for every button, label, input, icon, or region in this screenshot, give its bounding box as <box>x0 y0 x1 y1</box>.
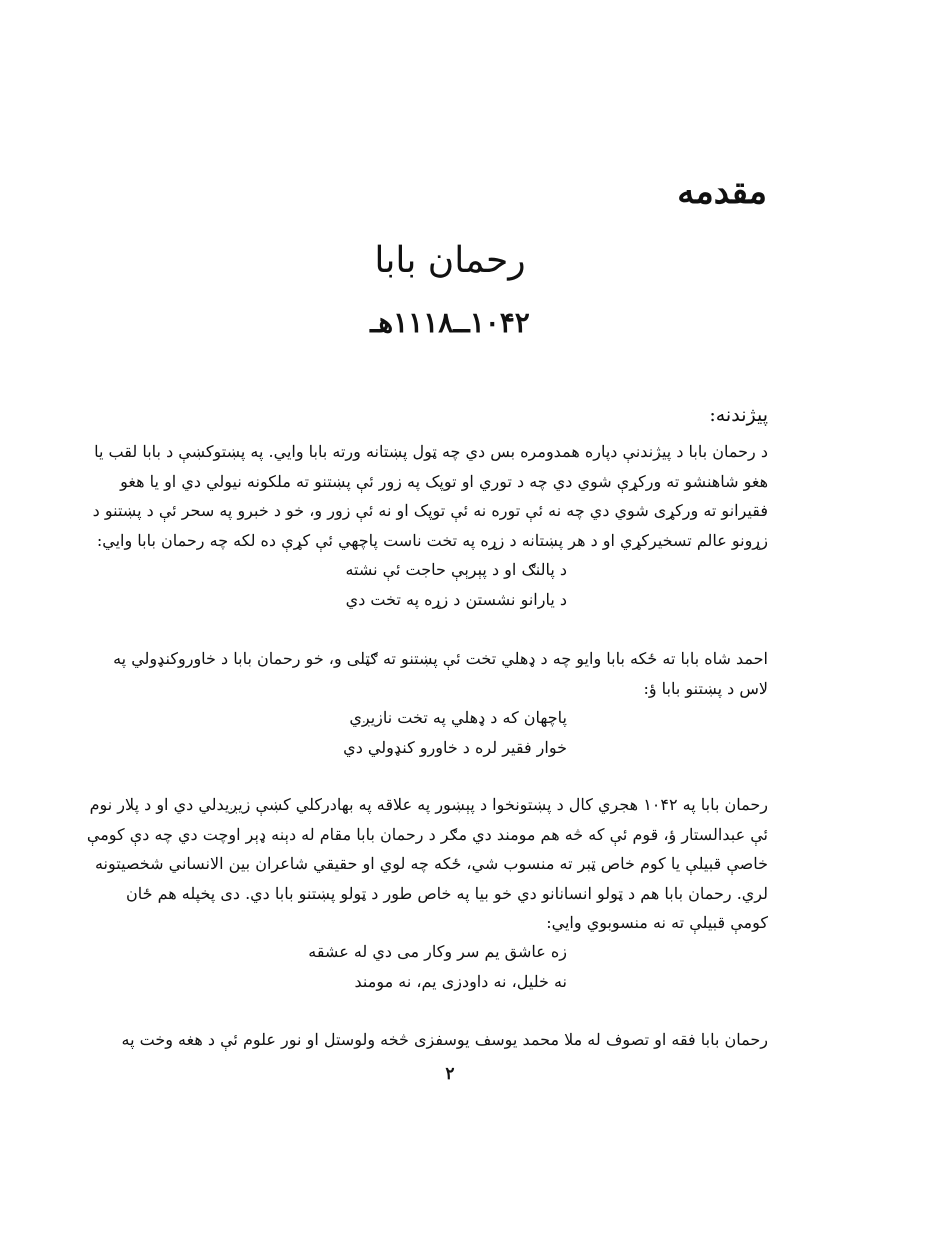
paragraph-line: لري. رحمان بابا هم د ټولو انسانانو دي خو بيا په خاص طور د ټولو پښتنو بابا دي. دی پخپله هم ځان <box>125 883 768 903</box>
paragraph-line: هغو شاهنشو ته ورکړې شوي دي چه د توري او توپک په زور ئې پښتنو ته ملکونه نيولي دي او يا هغو <box>120 471 768 491</box>
paragraph-line: د رحمان بابا د پیژندنې دپاره همدومره بس دي چه ټول پښتانه ورته بابا وايي. په پښتوکښې د بابا لقب يا <box>94 442 768 461</box>
paragraph-line: احمد شاه بابا ته ځکه بابا وايو چه د ډهلي تخت ئې پښتنو ته ګټلی و، خو رحمان بابا د خاوروکنډولي په <box>113 649 768 668</box>
introduction-heading: مقدمه <box>677 172 767 212</box>
verse-couplet-2 <box>307 703 567 762</box>
paragraph-line: رحمان بابا فقه او تصوف له ملا محمد يوسف يوسفزی څخه ولوستل او نور علوم ئې د هغه وخت په <box>121 1030 768 1049</box>
page-number: ۲ <box>445 1064 455 1084</box>
paragraph-line: زړونو عالم تسخيرکړي او د هر پښتانه د زړه په تخت ناست پاچهي ئې کړې ده لکه چه رحمان بابا وايي: <box>96 530 768 550</box>
verse-line: پاچهان که د ډهلي په تخت نازيږي <box>349 708 567 727</box>
verse-line: د يارانو نشستن د زړه په تخت دي <box>345 589 567 609</box>
verse-couplet-1 <box>307 555 567 614</box>
paragraph-line: ئې عبدالستار ؤ، قوم ئې که څه هم مومند دي مګر د رحمان بابا مقام له دېنه ډېر اوچت دي چه دې کومې <box>86 824 768 844</box>
paragraph-line: فقيرانو ته ورکړی شوي دي چه نه ئې توره نه ئې توپک او نه ئې زور و، خو د خبرو په سحر ئې د پښتنو د <box>92 501 768 520</box>
paragraph-3 <box>86 790 768 938</box>
poet-name-heading: رحمان بابا <box>374 240 526 281</box>
verse-couplet-3 <box>307 937 567 996</box>
paragraph-line: کومې قبيلې ته نه منسوبوي وايي: <box>546 913 768 932</box>
verse-line: نه خليل، نه داودزی يم، نه مومند <box>354 971 567 991</box>
poet-years-heading: ۱۰۴۲ــ۱۱۱۸هـ <box>370 306 530 339</box>
verse-line: زه عاشق يم سر وکار می دي له عشقه <box>308 942 567 961</box>
paragraph-line: خاصې قبيلې يا کوم خاص ټبر ته منسوب شي، ځکه چه لوي او حقيقي شاعران بين الانساني شخصيتونه <box>94 854 768 873</box>
verse-line: خوار فقير لره د خاورو کنډولي دي <box>343 737 567 757</box>
paragraph-line: لاس د پښتنو بابا ؤ: <box>643 678 768 698</box>
section-label-introduction: پیژندنه: <box>709 404 768 426</box>
verse-line: د پالنګ او د پېرېې حاجت ئې نشته <box>345 560 567 579</box>
paragraph-2 <box>113 644 768 703</box>
paragraph-line: رحمان بابا په ۱۰۴۲ هجري کال د پښتونخوا د پېښور په علاقه په بهادرکلي کښې زيږيدلي دي او د پلار نوم <box>89 795 768 814</box>
paragraph-4 <box>121 1025 768 1055</box>
paragraph-1 <box>92 437 768 555</box>
